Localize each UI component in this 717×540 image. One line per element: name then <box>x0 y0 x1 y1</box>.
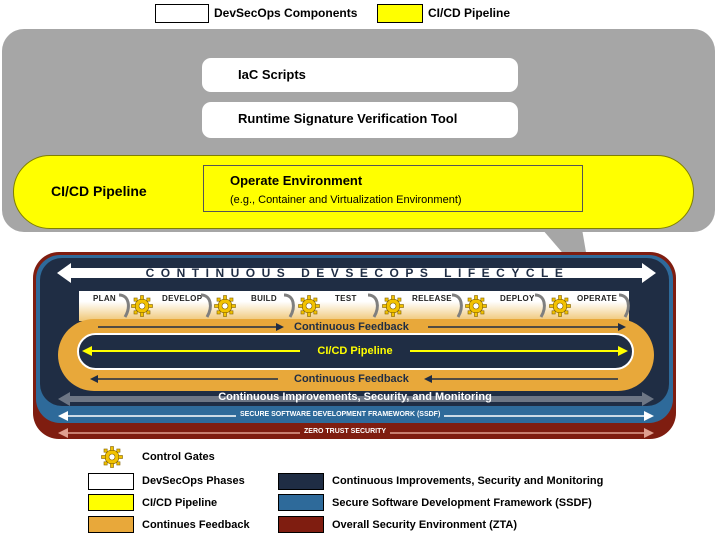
control-gate-icon <box>214 295 236 317</box>
phase-develop: DEVELOP <box>162 294 203 303</box>
legend-label-components: DevSecOps Components <box>214 6 358 20</box>
operate-environment-title: Operate Environment <box>230 173 363 188</box>
legend-swatch-cicd <box>88 494 134 511</box>
control-gate-icon <box>382 295 404 317</box>
control-gate-icon <box>101 446 123 468</box>
lifecycle-title: CONTINUOUS DEVSECOPS LIFECYCLE <box>145 266 570 280</box>
legend-control-gates: Control Gates <box>142 451 215 463</box>
phase-plan: PLAN <box>93 294 116 303</box>
legend-label-ssdf: Secure Software Development Framework (SSDF) <box>332 497 592 509</box>
component-iac-scripts: IaC Scripts <box>202 58 518 92</box>
legend-swatch-pipeline <box>377 4 423 23</box>
legend-label-phases: DevSecOps Phases <box>142 475 245 487</box>
legend-label-pipeline: CI/CD Pipeline <box>428 6 511 20</box>
phase-operate: OPERATE <box>577 294 618 303</box>
phase-release: RELEASE <box>412 294 452 303</box>
legend-swatch-feedback <box>88 516 134 533</box>
control-gate-icon <box>298 295 320 317</box>
legend-swatch-ssdf <box>278 494 324 511</box>
legend-label-cicd: CI/CD Pipeline <box>142 497 218 509</box>
control-gate-icon <box>131 295 153 317</box>
legend-swatch-zta <box>278 516 324 533</box>
legend-swatch-improvements <box>278 473 324 490</box>
phase-deploy: DEPLOY <box>500 294 535 303</box>
legend-label-zta: Overall Security Environment (ZTA) <box>332 519 518 531</box>
ssdf-label: SECURE SOFTWARE DEVELOPMENT FRAMEWORK (SSDF) <box>236 411 444 418</box>
improvements-label: Continuous Improvements, Security, and Monitoring <box>218 391 492 403</box>
control-gate-icon <box>465 295 487 317</box>
callout-pipeline-label: CI/CD Pipeline <box>51 183 147 199</box>
operate-environment-subtitle: (e.g., Container and Virtualization Environment) <box>230 194 462 206</box>
component-runtime-signature-tool: Runtime Signature Verification Tool <box>202 102 518 138</box>
feedback-top-label: Continuous Feedback <box>294 321 409 333</box>
feedback-bottom-label: Continuous Feedback <box>294 373 409 385</box>
control-gate-icon <box>549 295 571 317</box>
phase-test: TEST <box>335 294 357 303</box>
legend-swatch-phases <box>88 473 134 490</box>
legend-swatch-components <box>155 4 209 23</box>
pipeline-inner-label: CI/CD Pipeline <box>300 345 410 357</box>
operate-environment-box <box>203 165 583 212</box>
phase-build: BUILD <box>251 294 277 303</box>
legend-label-improvements: Continuous Improvements, Security and Monitoring <box>332 475 604 487</box>
zta-label: ZERO TRUST SECURITY <box>300 428 390 435</box>
legend-label-feedback: Continues Feedback <box>142 519 250 531</box>
